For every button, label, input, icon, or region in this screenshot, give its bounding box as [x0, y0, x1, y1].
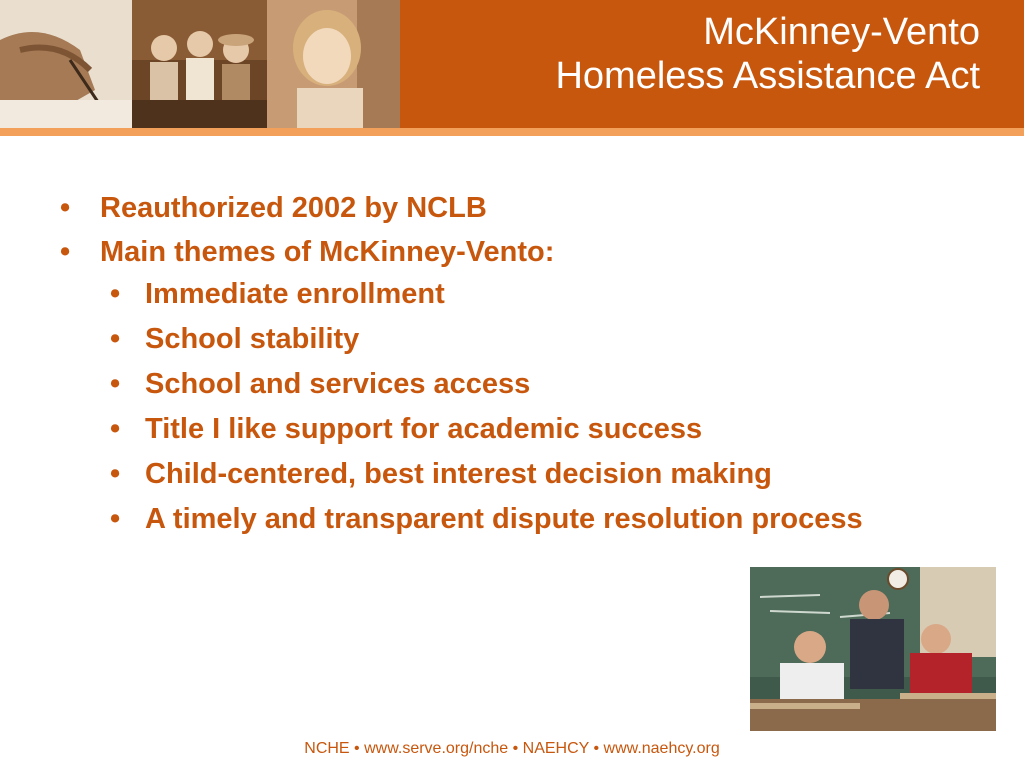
- sub-bullet-item: [60, 321, 940, 357]
- header-photo-girl: [267, 0, 400, 128]
- sub-bullet-item: [60, 456, 940, 492]
- sub-bullet-text: Child-centered, best interest decision making: [145, 458, 772, 490]
- sub-bullet-text: Immediate enrollment: [145, 278, 445, 310]
- sub-bullet-text: School and services access: [145, 368, 531, 400]
- sub-bullet-item: [60, 501, 885, 537]
- sub-bullet-text: A timely and transparent dispute resolution process: [145, 503, 863, 535]
- header-photo-children-group: [132, 0, 267, 128]
- footer-text: NCHE • www.serve.org/nche • NAEHCY • www.naehcy.org: [304, 740, 720, 757]
- title-line-2: Homeless Assistance Act: [555, 55, 980, 97]
- bullet-glyph: •: [110, 368, 121, 400]
- sub-bullet-item: [60, 366, 940, 402]
- bullet-glyph: •: [110, 323, 121, 355]
- sub-bullet-text: School stability: [145, 323, 360, 355]
- bullet-item: [60, 186, 940, 230]
- sub-bullet-text: Title I like support for academic success: [145, 413, 703, 445]
- bullet-item: [60, 230, 940, 274]
- bullet-list: [60, 186, 940, 546]
- header-accent-line: [0, 128, 1024, 136]
- sub-bullet-item: [60, 276, 940, 312]
- bullet-text: Reauthorized 2002 by NCLB: [100, 192, 487, 224]
- bullet-text: Main themes of McKinney-Vento:: [100, 236, 555, 268]
- title-line-1: McKinney-Vento: [703, 11, 980, 53]
- header-photo-writing-hand: [0, 0, 132, 128]
- bullet-glyph: •: [110, 278, 121, 310]
- bullet-glyph: •: [110, 503, 121, 535]
- bullet-glyph: •: [60, 192, 71, 224]
- classroom-photo: [750, 567, 996, 731]
- bullet-glyph: •: [110, 458, 121, 490]
- bullet-glyph: •: [60, 236, 71, 268]
- sub-bullet-item: [60, 411, 940, 447]
- bullet-glyph: •: [110, 413, 121, 445]
- slide-title: [555, 10, 980, 98]
